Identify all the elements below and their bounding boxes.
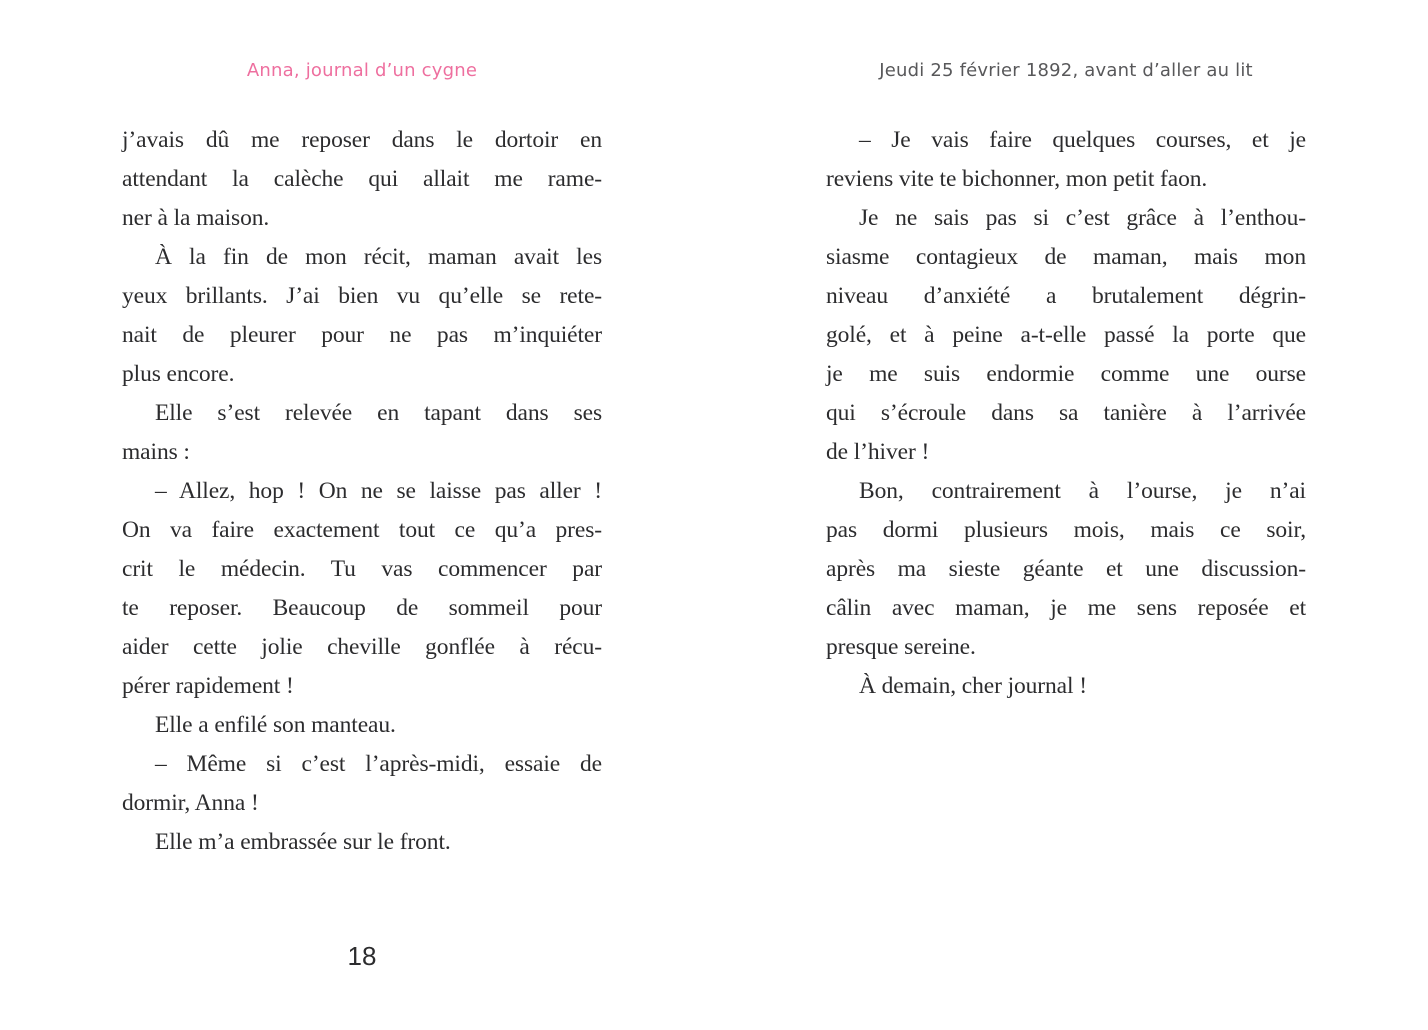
body-text-line: – Même si c’est l’après-midi, essaie de bbox=[155, 751, 602, 777]
body-text-line: qui s’écroule dans sa tanière à l’arrivée bbox=[826, 400, 1306, 426]
body-text-line: mains : bbox=[122, 439, 190, 465]
left-running-head: Anna, journal d’un cygne bbox=[246, 60, 478, 81]
body-text-line: yeux brillants. J’ai bien vu qu’elle se rete- bbox=[122, 283, 602, 309]
right-running-head: Jeudi 25 février 1892, avant d’aller au lit bbox=[879, 60, 1253, 81]
body-text-line: À la fin de mon récit, maman avait les bbox=[155, 244, 602, 270]
body-text-line: reviens vite te bichonner, mon petit faon. bbox=[826, 166, 1208, 192]
body-text-line: j’avais dû me reposer dans le dortoir en bbox=[122, 127, 602, 153]
right-page-text-column bbox=[826, 121, 1306, 706]
body-text-line: attendant la calèche qui allait me rame- bbox=[122, 166, 602, 192]
body-text-line: plus encore. bbox=[122, 361, 235, 387]
body-text-line: pérer rapidement ! bbox=[122, 673, 294, 699]
body-text-line: Je ne sais pas si c’est grâce à l’enthou- bbox=[859, 205, 1306, 231]
body-text-line: pas dormi plusieurs mois, mais ce soir, bbox=[826, 517, 1306, 543]
body-text-line: dormir, Anna ! bbox=[122, 790, 259, 816]
body-text-line: – Je vais faire quelques courses, et je bbox=[859, 127, 1306, 153]
body-text-line: À demain, cher journal ! bbox=[859, 673, 1087, 699]
body-text-line: ner à la maison. bbox=[122, 205, 270, 231]
body-text-line: nait de pleurer pour ne pas m’inquiéter bbox=[122, 322, 602, 348]
body-text-line: Bon, contrairement à l’ourse, je n’ai bbox=[859, 478, 1306, 504]
body-text-line: presque sereine. bbox=[826, 634, 976, 660]
body-text-line: Elle s’est relevée en tapant dans ses bbox=[155, 400, 602, 426]
body-text-line: crit le médecin. Tu vas commencer par bbox=[122, 556, 602, 582]
body-text-line: aider cette jolie cheville gonflée à récu- bbox=[122, 634, 602, 660]
body-text-line: siasme contagieux de maman, mais mon bbox=[826, 244, 1306, 270]
body-text-line: après ma sieste géante et une discussion- bbox=[826, 556, 1306, 582]
body-text-line: niveau d’anxiété a brutalement dégrin- bbox=[826, 283, 1306, 309]
body-text-line: – Allez, hop ! On ne se laisse pas aller ! bbox=[155, 478, 602, 504]
body-text-line: je me suis endormie comme une ourse bbox=[826, 361, 1306, 387]
body-text-line: te reposer. Beaucoup de sommeil pour bbox=[122, 595, 602, 621]
body-text-line: golé, et à peine a-t-elle passé la porte que bbox=[826, 322, 1306, 348]
body-text-line: Elle a enfilé son manteau. bbox=[155, 712, 396, 738]
body-text-line: On va faire exactement tout ce qu’a pres- bbox=[122, 517, 602, 543]
page-number: 18 bbox=[347, 941, 377, 971]
left-page-text-column bbox=[122, 121, 602, 862]
body-text-line: de l’hiver ! bbox=[826, 439, 930, 465]
body-text-line: Elle m’a embrassée sur le front. bbox=[155, 829, 451, 855]
body-text-line: câlin avec maman, je me sens reposée et bbox=[826, 595, 1306, 621]
